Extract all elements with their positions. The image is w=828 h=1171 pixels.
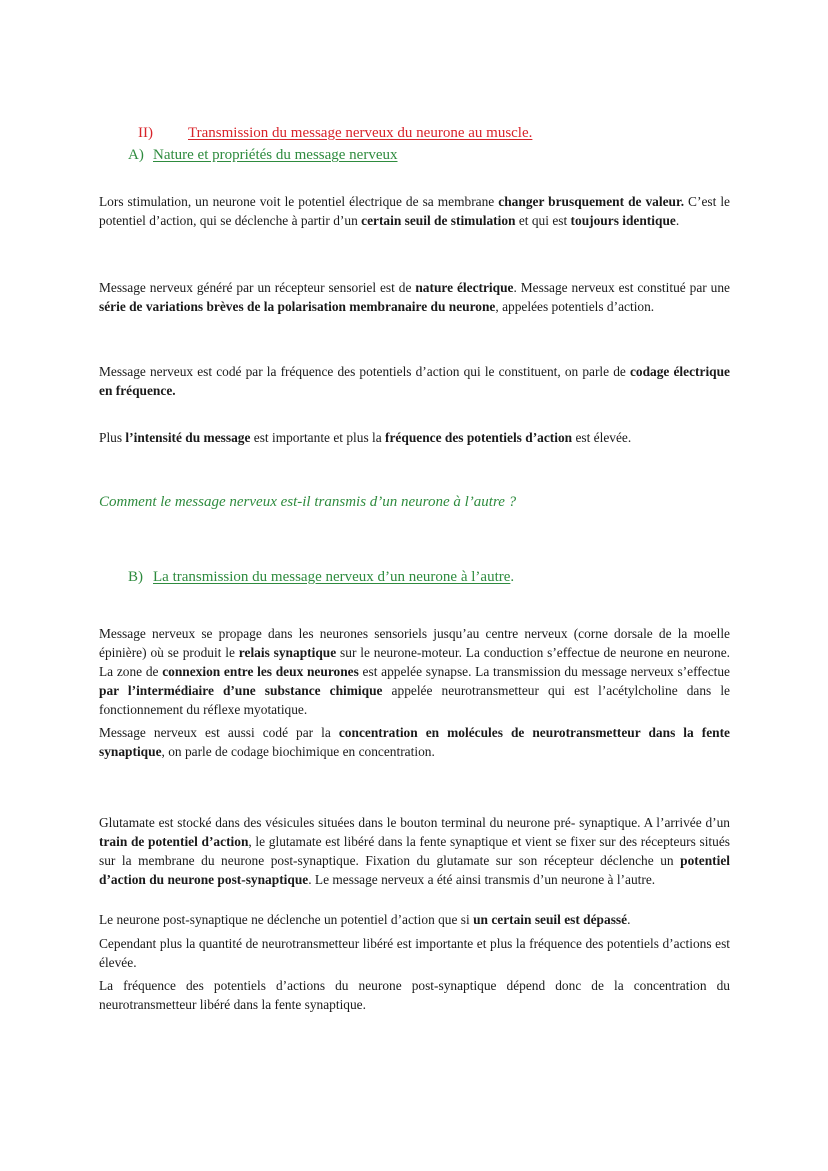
text-run: est appelée synapse. La transmission du message nerveux s’effectue <box>358 664 730 679</box>
subsection-heading-a <box>128 146 398 165</box>
paragraph <box>99 976 730 1014</box>
bold-text: concentration en molécules de neurotransmetteur dans la fente synaptique <box>99 725 730 759</box>
bold-text: un certain seuil est dépassé <box>473 912 628 927</box>
subsection-number: A) <box>128 147 144 163</box>
bold-text: certain seuil de stimulation <box>361 213 516 228</box>
text-run: . Message nerveux est constitué par une <box>513 280 730 295</box>
paragraph <box>99 362 730 400</box>
paragraph <box>99 723 730 761</box>
paragraph <box>99 278 730 316</box>
subsection-title-suffix: . <box>510 569 515 585</box>
subsection-title: La transmission du message nerveux d’un neurone à l’autre <box>153 569 511 585</box>
section-heading-ii <box>138 124 532 143</box>
text-run: La fréquence des potentiels d’actions du neurone post-synaptique dépend donc de la concentration du neurotransmetteur libéré dans la fente synaptique. <box>99 978 730 1012</box>
section-title: Transmission du message nerveux du neurone au muscle. <box>188 125 533 141</box>
text-run: Glutamate est stocké dans des vésicules situées dans le bouton terminal du neurone pré- synaptique. A l’arrivée d’un <box>99 815 730 830</box>
text-run: , appelées potentiels d’action. <box>495 299 655 314</box>
text-run: Le neurone post-synaptique ne déclenche un potentiel d’action que si <box>99 912 474 927</box>
bold-text: connexion entre les deux neurones <box>162 664 359 679</box>
text-run: Message nerveux est codé par la fréquence des potentiels d’action qui le constituent, on parle de <box>99 364 630 379</box>
bold-text: série de variations brèves de la polarisation membranaire du neurone <box>99 299 496 314</box>
bold-text: fréquence des potentiels d’action <box>385 430 573 445</box>
bold-text: nature électrique <box>415 280 514 295</box>
section-number: II) <box>138 125 153 141</box>
text-run: Cependant plus la quantité de neurotransmetteur libéré est importante et plus la fréquence des potentiels d’actions est élevée. <box>99 936 730 970</box>
paragraph <box>99 192 730 230</box>
text-run: Plus <box>99 430 126 445</box>
text-run: . <box>627 912 631 927</box>
paragraph <box>99 934 730 972</box>
bold-text: train de potentiel d’action <box>99 834 249 849</box>
text-run: , le glutamate est libéré dans la fente synaptique et vient se fixer sur des récepteurs situés sur la membrane du neurone post-synaptique. Fixation du glutamate sur son récepteur déclenche un <box>99 834 730 868</box>
bold-text: codage électrique en fréquence. <box>99 364 730 398</box>
bold-text: relais synaptique <box>238 645 337 660</box>
text-run: appelée neurotransmetteur qui est l’acétylcholine dans le fonctionnement du réflexe myotatique. <box>99 683 730 717</box>
text-run: C’est le potentiel d’action, qui se déclenche à partir d’un <box>99 194 731 228</box>
text-run: est élevée. <box>572 430 632 445</box>
text-run: . Le message nerveux a été ainsi transmis d’un neurone à l’autre. <box>308 872 656 887</box>
text-run: , on parle de codage biochimique en concentration. <box>161 744 435 759</box>
text-run: et qui est <box>515 213 571 228</box>
bold-text: toujours identique <box>570 213 676 228</box>
subsection-heading-b <box>128 568 514 587</box>
bold-text: l’intensité du message <box>125 430 251 445</box>
subsection-number: B) <box>128 569 143 585</box>
paragraph <box>99 910 730 929</box>
subsection-title: Nature et propriétés du message nerveux <box>153 147 398 163</box>
text-run: . <box>675 213 680 228</box>
bold-text: potentiel d’action du neurone post-synaptique <box>99 853 730 887</box>
text-run: Message nerveux généré par un récepteur sensoriel est de <box>99 280 416 295</box>
text-run: est importante et plus la <box>250 430 386 445</box>
text-run: sur le neurone-moteur. La conduction s’effectue de neurone en neurone. La zone de <box>99 645 730 679</box>
text-run: Lors stimulation, un neurone voit le potentiel électrique de sa membrane <box>99 194 499 209</box>
text-run: Message nerveux est aussi codé par la <box>99 725 339 740</box>
paragraph <box>99 624 730 719</box>
guiding-question: Comment le message nerveux est-il transmis d’un neurone à l’autre ? <box>99 494 517 510</box>
paragraph <box>99 813 730 889</box>
bold-text: par l’intermédiaire d’une substance chimique <box>99 683 383 698</box>
bold-text: changer brusquement de valeur. <box>498 194 685 209</box>
text-run: Message nerveux se propage dans les neurones sensoriels jusqu’au centre nerveux (corne dorsale de la moelle épinière) où se produit le <box>99 626 730 660</box>
paragraph <box>99 428 730 447</box>
